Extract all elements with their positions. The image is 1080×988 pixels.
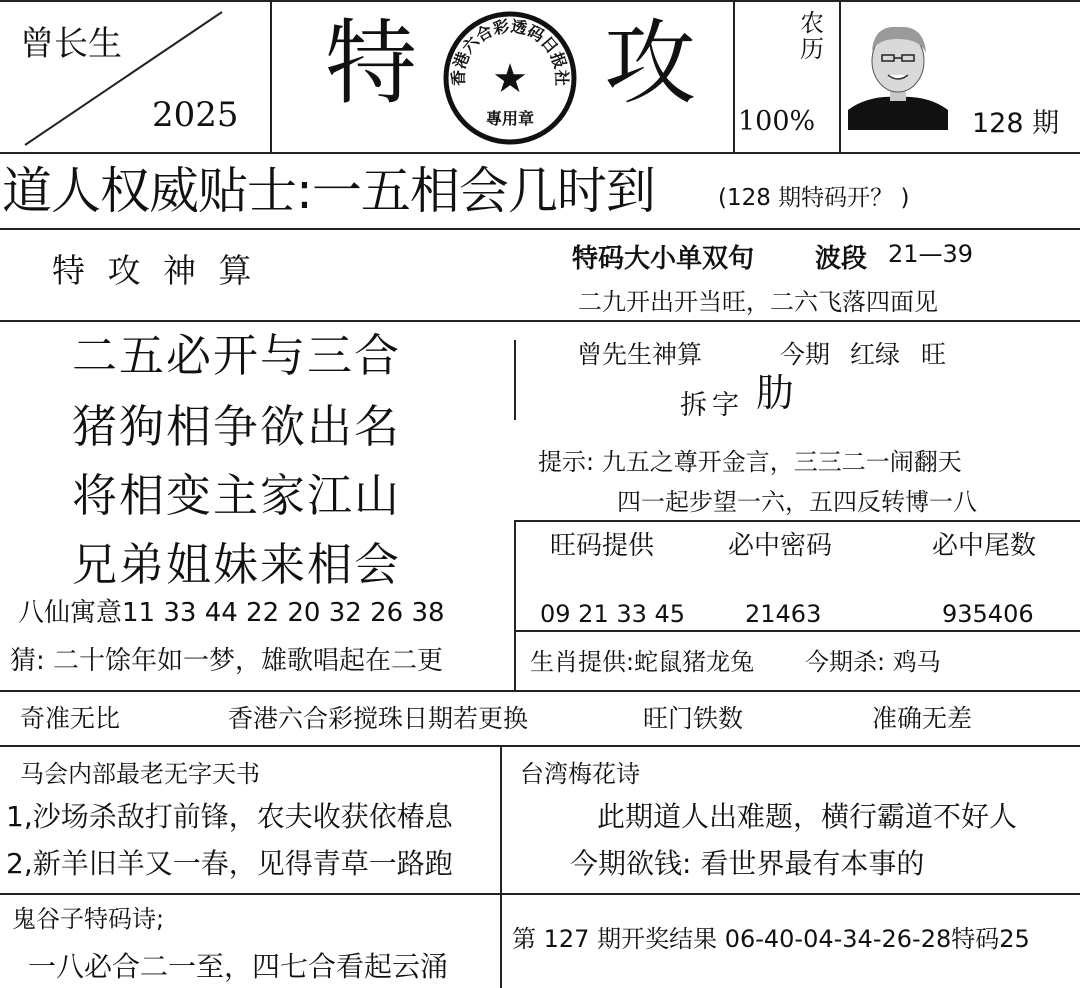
banner-item-4: 准确无差 — [872, 704, 973, 733]
headline-bottom-line — [0, 228, 1080, 230]
hint-line-2: 四一起步望一六，五四反转博一八 — [617, 488, 977, 516]
guigu-line-1: 一八必合二一至，四七合看起云涌 — [28, 950, 449, 983]
banner-item-1: 奇准无比 — [20, 704, 121, 733]
percent-label: 100% — [738, 106, 816, 137]
svg-text:★: ★ — [492, 56, 528, 102]
lower-vertical-divider — [500, 745, 502, 988]
secret-code-header: 必中密码 — [728, 531, 833, 561]
poem-line-3: 将相变主家江山 — [72, 469, 402, 522]
horse-club-line-1: 1,沙场杀敌打前锋，农夫收获依椿息 — [6, 800, 453, 833]
taiwan-title: 台湾梅花诗 — [520, 760, 640, 788]
poem-bottom-line — [0, 690, 1080, 692]
secret-code-value: 21463 — [745, 600, 822, 628]
chaizi-label: 拆字 — [680, 390, 744, 421]
guigu-title: 鬼谷子特码诗; — [12, 905, 165, 933]
svg-text:香港六合彩透码日报社: 香港六合彩透码日报社 — [448, 16, 572, 86]
hot-codes-value: 09 21 33 45 — [540, 600, 686, 628]
taiwan-line-1: 此期道人出难题，横行霸道不好人 — [597, 800, 1018, 833]
official-seal-stamp — [440, 8, 580, 148]
title-char-left: 特 — [325, 10, 418, 117]
header-divider-2 — [733, 0, 735, 152]
lower-horizontal-line — [0, 893, 1080, 895]
band-value: 21—39 — [888, 240, 974, 268]
author-name: 曾长生 — [20, 24, 122, 64]
hint-line-1: 提示: 九五之尊开金言，三三二一闹翻天 — [538, 448, 962, 476]
zeng-calc-label: 曾先生神算 — [577, 340, 703, 369]
colors-label: 红绿 — [850, 340, 901, 369]
headline-main: 道人权威贴士:一五相会几时到 — [2, 162, 655, 220]
banner-item-2: 香港六合彩搅珠日期若更换 — [228, 704, 529, 733]
banner-bottom-line — [0, 745, 1080, 747]
taiwan-line-2: 今期欲钱: 看世界最有本事的 — [570, 847, 925, 880]
hot-codes-header: 旺码提供 — [550, 531, 655, 561]
calc-bottom-line — [0, 320, 1080, 322]
year-label: 2025 — [152, 95, 239, 135]
zodiac-provide: 生肖提供:蛇鼠猪龙兔 — [530, 648, 755, 676]
horse-club-title: 马会内部最老无字天书 — [20, 760, 260, 788]
this-issue-label: 今期 — [780, 340, 831, 369]
special-calc-label: 特 攻 神 算 — [52, 251, 258, 290]
size-parity-title: 特码大小单双句 — [572, 244, 755, 274]
header-divider-1 — [270, 0, 272, 152]
issue-number: 128 期 — [972, 108, 1060, 139]
tail-numbers-value: 935406 — [942, 600, 1034, 628]
wang-label: 旺 — [921, 340, 947, 369]
headline-sub: (128 期特码开？ ) — [718, 185, 910, 211]
poem-line-4: 兄弟姐妹来相会 — [72, 538, 402, 591]
svg-text:專用章: 專用章 — [485, 109, 535, 128]
lunar-label: 农历 — [800, 9, 824, 63]
guess-line: 猜: 二十馀年如一梦，雄歌唱起在二更 — [10, 646, 444, 676]
band-line: 二九开出开当旺，二六飞落四面见 — [578, 288, 938, 316]
horse-club-line-2: 2,新羊旧羊又一春，见得青草一路跑 — [6, 847, 453, 880]
previous-result: 第 127 期开奖结果 06-40-04-34-26-28特码25 — [512, 925, 1030, 953]
eight-immortals-numbers: 八仙寓意11 33 44 22 20 32 26 38 — [18, 598, 445, 628]
chaizi-character: 肋 — [756, 371, 795, 415]
title-char-right: 攻 — [604, 10, 697, 117]
portrait-photo — [848, 15, 948, 130]
banner-item-3: 旺门铁数 — [643, 704, 744, 733]
band-label: 波段 — [815, 244, 868, 274]
codes-bottom-line — [514, 630, 1080, 632]
hint-bottom-line — [514, 520, 1080, 522]
tail-numbers-header: 必中尾数 — [932, 531, 1037, 561]
poem-line-1: 二五必开与三合 — [72, 329, 402, 382]
zodiac-kill: 今期杀: 鸡马 — [805, 648, 941, 676]
short-vertical-mark — [514, 340, 516, 420]
header-divider-3 — [839, 0, 841, 152]
poem-line-2: 猪狗相争欲出名 — [72, 400, 402, 453]
middle-vertical-divider — [514, 520, 516, 690]
header-bottom-line — [0, 152, 1080, 154]
